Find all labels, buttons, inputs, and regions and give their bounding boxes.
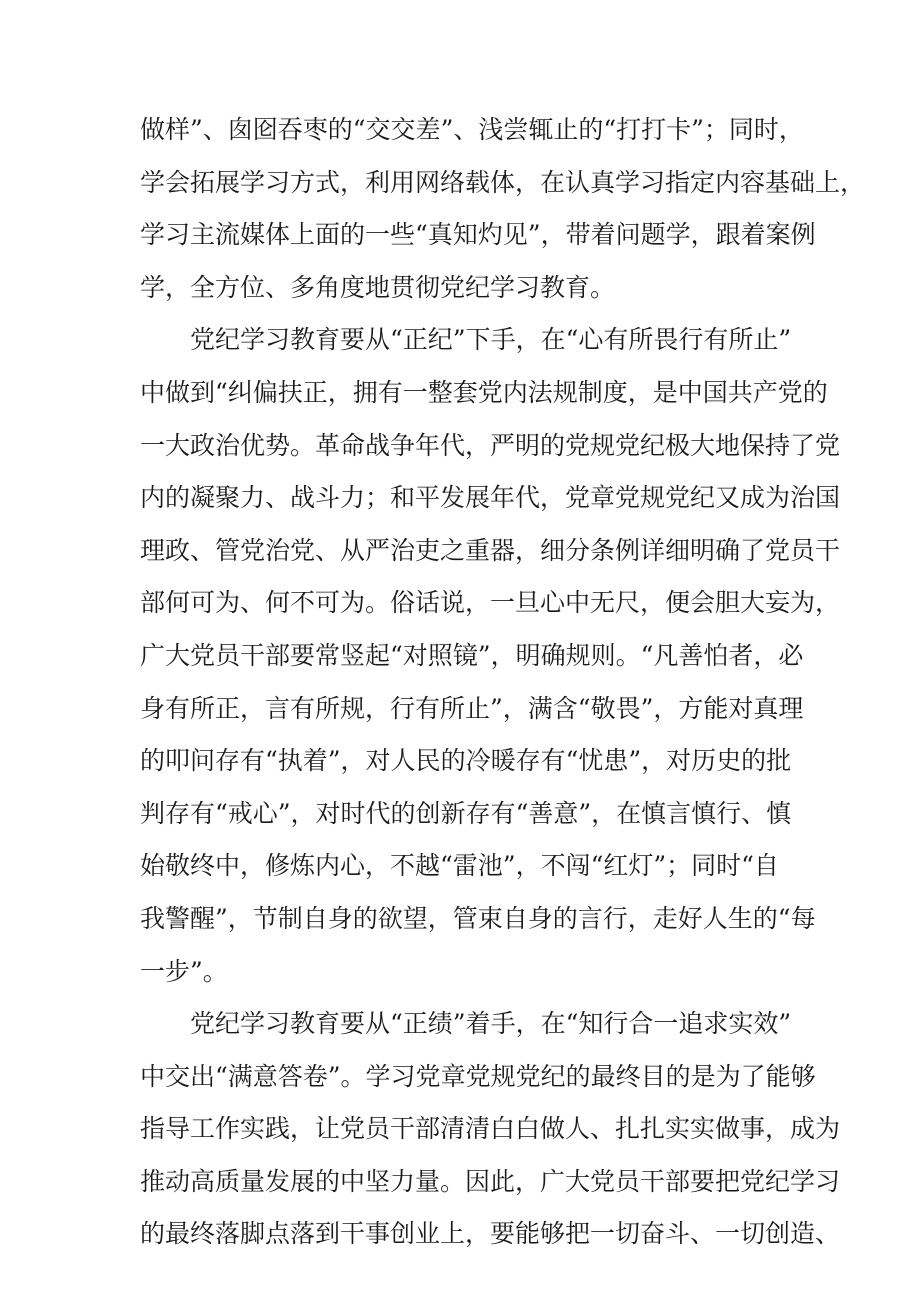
text-line: 一步”。 bbox=[140, 956, 228, 986]
text-line: 推动高质量发展的中坚力量。因此，广大党员干部要把党纪学习 bbox=[140, 1166, 841, 1196]
body-text bbox=[140, 104, 866, 1261]
paragraph-start-line: 党纪学习教育要从“正纪”下手，在“心有所畏行有所止” bbox=[190, 325, 792, 355]
text-line: 学，全方位、多角度地贯彻党纪学习教育。 bbox=[140, 272, 616, 302]
text-line: 部何可为、何不可为。俗话说，一旦心中无尺，便会胆大妄为， bbox=[140, 588, 841, 618]
paragraph-start-line: 党纪学习教育要从“正绩”着手，在“知行合一追求实效” bbox=[190, 1009, 792, 1039]
text-line: 理政、管党治党、从严治吏之重器，细分条例详细明确了党员干 bbox=[140, 535, 841, 565]
text-line: 一大政治优势。革命战争年代，严明的党规党纪极大地保持了党 bbox=[140, 430, 841, 460]
text-line: 内的凝聚力、战斗力；和平发展年代，党章党规党纪又成为治国 bbox=[140, 483, 841, 513]
text-line: 我警醒”，节制自身的欲望，管束自身的言行，走好人生的“每 bbox=[140, 903, 816, 933]
text-line: 始敬终中，修炼内心，不越“雷池”，不闯“红灯”；同时“自 bbox=[140, 851, 779, 881]
text-line: 的最终落脚点落到干事创业上，要能够把一切奋斗、一切创造、 bbox=[140, 1219, 841, 1249]
text-line: 的叩问存有“执着”，对人民的冷暖存有“忧患”，对历史的批 bbox=[140, 746, 792, 776]
text-line: 指导工作实践，让党员干部清清白白做人、扎扎实实做事，成为 bbox=[140, 1114, 841, 1144]
text-line: 中做到“纠偏扶正，拥有一整套党内法规制度，是中国共产党的 bbox=[140, 377, 828, 407]
text-line: 判存有“戒心”，对时代的创新存有“善意”，在慎言慎行、慎 bbox=[140, 798, 792, 828]
text-line: 身有所正，言有所规，行有所止”，满含“敬畏”，方能对真理 bbox=[140, 693, 804, 723]
text-line: 中交出“满意答卷”。学习党章党规党纪的最终目的是为了能够 bbox=[140, 1061, 816, 1091]
text-line: 做样”、囱囵吞枣的“交交差”、浅尝辄止的“打打卡”；同时， bbox=[140, 115, 804, 144]
text-line: 学习主流媒体上面的一些“真知灼见”，带着问题学，跟着案例 bbox=[140, 220, 816, 250]
text-line: 广大党员干部要常竖起“对照镜”，明确规则。“凡善怕者，必 bbox=[140, 640, 804, 670]
text-line: 学会拓展学习方式，利用网络载体，在认真学习指定内容基础上， bbox=[140, 167, 866, 197]
